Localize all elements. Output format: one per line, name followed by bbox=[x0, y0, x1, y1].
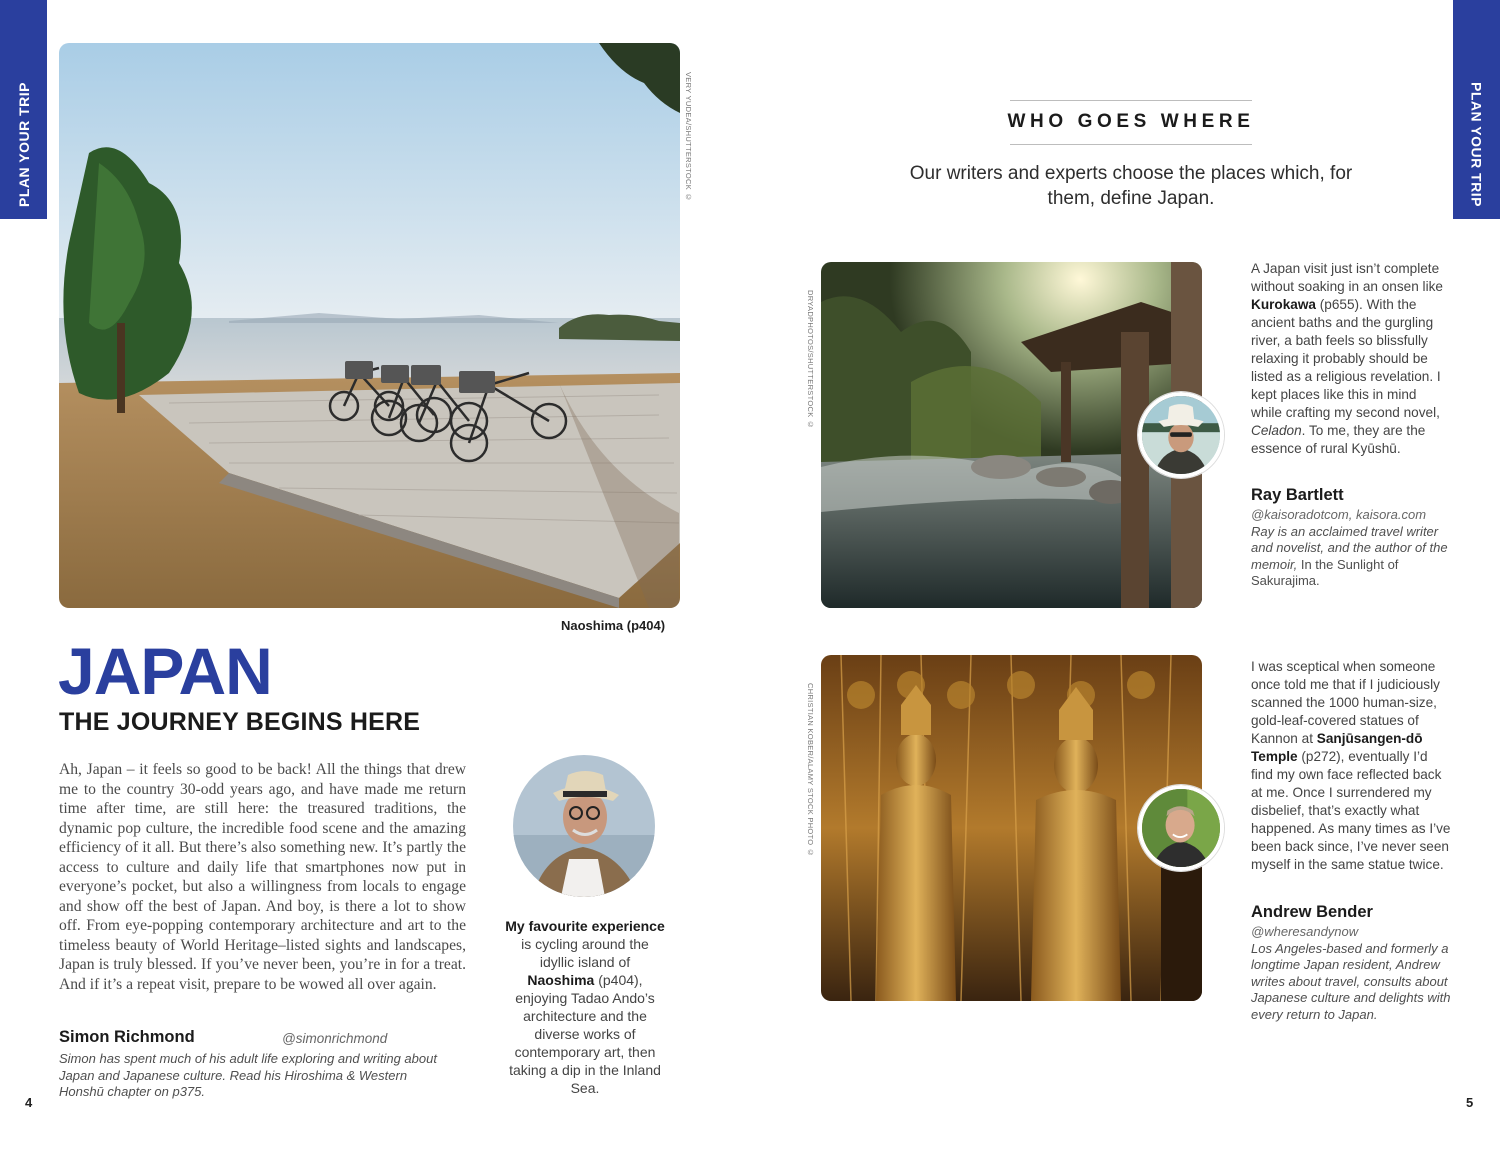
section-intro: Our writers and experts choose the places which, for them, define Japan. bbox=[909, 163, 1353, 209]
author-handle-and-bio: @wheresandynow Los Angeles-based and formerly a longtime Japan resident, Andrew writes about travel, consults about Japanese culture and delights with every return to Japan. bbox=[1251, 924, 1451, 1022]
page-number-right: 5 bbox=[1466, 1095, 1474, 1110]
place-kurokawa: Kurokawa bbox=[1251, 297, 1316, 312]
photo-caption: Naoshima (p404) bbox=[561, 618, 666, 633]
avatar-simon-richmond bbox=[513, 755, 655, 897]
author-handle[interactable]: @kaisoradotcom, kaisora.com bbox=[1251, 507, 1427, 522]
page-number-left: 4 bbox=[25, 1095, 33, 1110]
photo-credit: CHRISTIAN KOBER/ALAMY STOCK PHOTO © bbox=[806, 683, 815, 858]
place-sanjusangendo: Sanjūsangen-dō Temple bbox=[1251, 731, 1423, 764]
author-handle[interactable]: @simonrichmond bbox=[282, 1031, 388, 1046]
author-portrait-image bbox=[1142, 396, 1220, 474]
author-handle[interactable]: @wheresandynow bbox=[1251, 924, 1359, 939]
intro-paragraph: Ah, Japan – it feels so good to be back! All the things that drew me to the country 30-odd years ago, and have made me return time after time, are still here: the treasured traditions, the dynamic pop culture, the incredible food scene and the amazing efficiency of it all. But there’s also something new. It’s partly the access to culture and daily life that smartphones now put in everyone’s pocket, but also a willingness from locals to engage and show off the best of Japan. And boy, is there a lot to show off. From eye-popping contemporary architecture and art to the timeless beauty of World Heritage–listed sights and landscapes, Japan is truly blessed. If you’ve never been, you’re in for a treat. And if it’s a repeat visit, prepare to be wowed all over again. bbox=[59, 761, 466, 993]
section-tab-label: PLAN YOUR TRIP bbox=[15, 82, 32, 207]
author-handle-and-bio: @kaisoradotcom, kaisora.com Ray is an acclaimed travel writer and novelist, and the author of the memoir, In the Sunlight of Sakurajima. bbox=[1251, 507, 1451, 590]
story-text-sanjusangendo: I was sceptical when someone once told me that if I judiciously scanned the 1000 human-size, gold-leaf-covered statues of Kannon at Sanjūsangen-dō Temple (p272), eventually I’d find my own face reflected back at me. Once I surrendered my disbelief, that’s exactly what happened. As many times as I’ve been back since, I’ve never seen myself in the same statue twice. bbox=[1251, 659, 1451, 872]
author-name: Ray Bartlett bbox=[1251, 486, 1344, 504]
author-bio: Simon has spent much of his adult life exploring and writing about Japan and Japanese culture. Read his Hiroshima & Western Honshū chapter on p375. bbox=[59, 1051, 437, 1099]
avatar-ray-bartlett bbox=[1138, 392, 1224, 478]
page-subtitle: THE JOURNEY BEGINS HERE bbox=[59, 708, 421, 736]
divider-top bbox=[1010, 100, 1252, 101]
bicycles-boardwalk-image bbox=[59, 43, 680, 608]
photo-credit: VERY YUDEA/SHUTTERSTOCK © bbox=[684, 72, 693, 202]
favourite-experience bbox=[505, 917, 665, 1097]
page-title: JAPAN bbox=[58, 634, 272, 708]
author-name: Andrew Bender bbox=[1251, 903, 1373, 921]
fav-text-2: (p404), enjoying Tadao Ando’s architecture and the diverse works of contemporary art, then taking a dip in the Inland Sea. bbox=[509, 972, 661, 1096]
section-tab-right bbox=[1453, 0, 1500, 219]
fav-place: Naoshima bbox=[527, 972, 595, 988]
photo-credit: DRYADPHOTOS/SHUTTERSTOCK © bbox=[806, 290, 815, 430]
section-tab-label: PLAN YOUR TRIP bbox=[1468, 82, 1485, 207]
fav-lead: My favourite experience bbox=[505, 918, 665, 934]
section-tab-left bbox=[0, 0, 47, 219]
fav-text-1: is cycling around the idyllic island of bbox=[521, 936, 649, 970]
novel-title: Celadon bbox=[1251, 423, 1302, 438]
section-title: WHO GOES WHERE bbox=[1007, 111, 1255, 132]
story-text-kurokawa: A Japan visit just isn’t complete without soaking in an onsen like Kurokawa (p655). With the ancient baths and the gurgling river, a bath feels so blissfully relaxing it probably should be listed as a religious revelation. I kept places like this in mind while crafting my second novel, Celadon. To me, they are the essence of rural Kyūshū. bbox=[1251, 261, 1443, 456]
main-photo-naoshima bbox=[59, 43, 680, 608]
author-name: Simon Richmond bbox=[59, 1028, 195, 1046]
author-portrait-image bbox=[1142, 789, 1220, 867]
divider-bottom bbox=[1010, 144, 1252, 145]
author-portrait-image bbox=[513, 755, 655, 897]
avatar-andrew-bender bbox=[1138, 785, 1224, 871]
